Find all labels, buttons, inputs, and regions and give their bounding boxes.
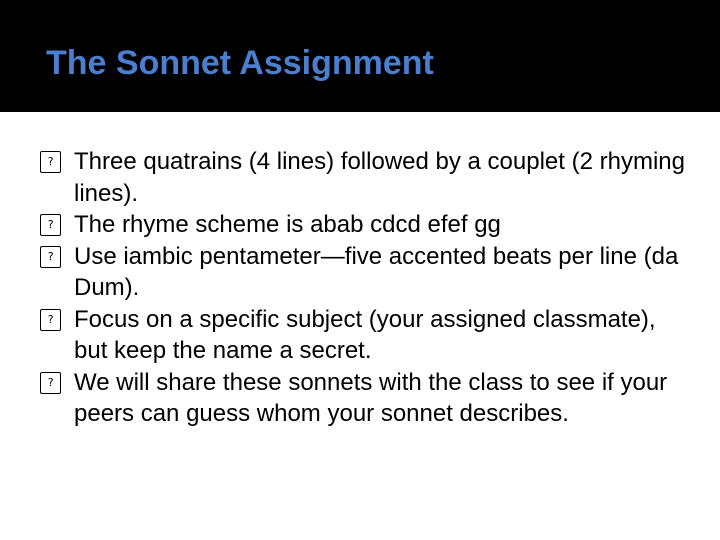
- bullet-placeholder-icon: ?: [40, 151, 61, 173]
- bullet-placeholder-icon: ?: [40, 214, 61, 236]
- bullet-placeholder-icon: ?: [40, 309, 61, 331]
- bullet-text: We will share these sonnets with the class to see if your peers can guess whom your sonnet describes.: [74, 368, 668, 427]
- bullet-placeholder-icon: ?: [40, 246, 61, 268]
- bullet-list: [40, 146, 690, 430]
- bullet-item: [40, 241, 690, 304]
- slide-title: The Sonnet Assignment: [46, 44, 434, 82]
- bullet-item: [40, 367, 690, 430]
- bullet-item: [40, 304, 690, 367]
- bullet-item: [40, 146, 690, 209]
- bullet-text: Three quatrains (4 lines) followed by a couplet (2 rhyming lines).: [74, 148, 685, 207]
- bullet-text: The rhyme scheme is abab cdcd efef gg: [74, 211, 501, 238]
- bullet-text: Focus on a specific subject (your assigned classmate), but keep the name a secret.: [74, 305, 656, 364]
- bullet-text: Use iambic pentameter—five accented beats per line (da Dum).: [74, 242, 679, 301]
- bullet-item: [40, 209, 690, 241]
- bullet-placeholder-icon: ?: [40, 372, 61, 394]
- title-bar: [0, 0, 720, 112]
